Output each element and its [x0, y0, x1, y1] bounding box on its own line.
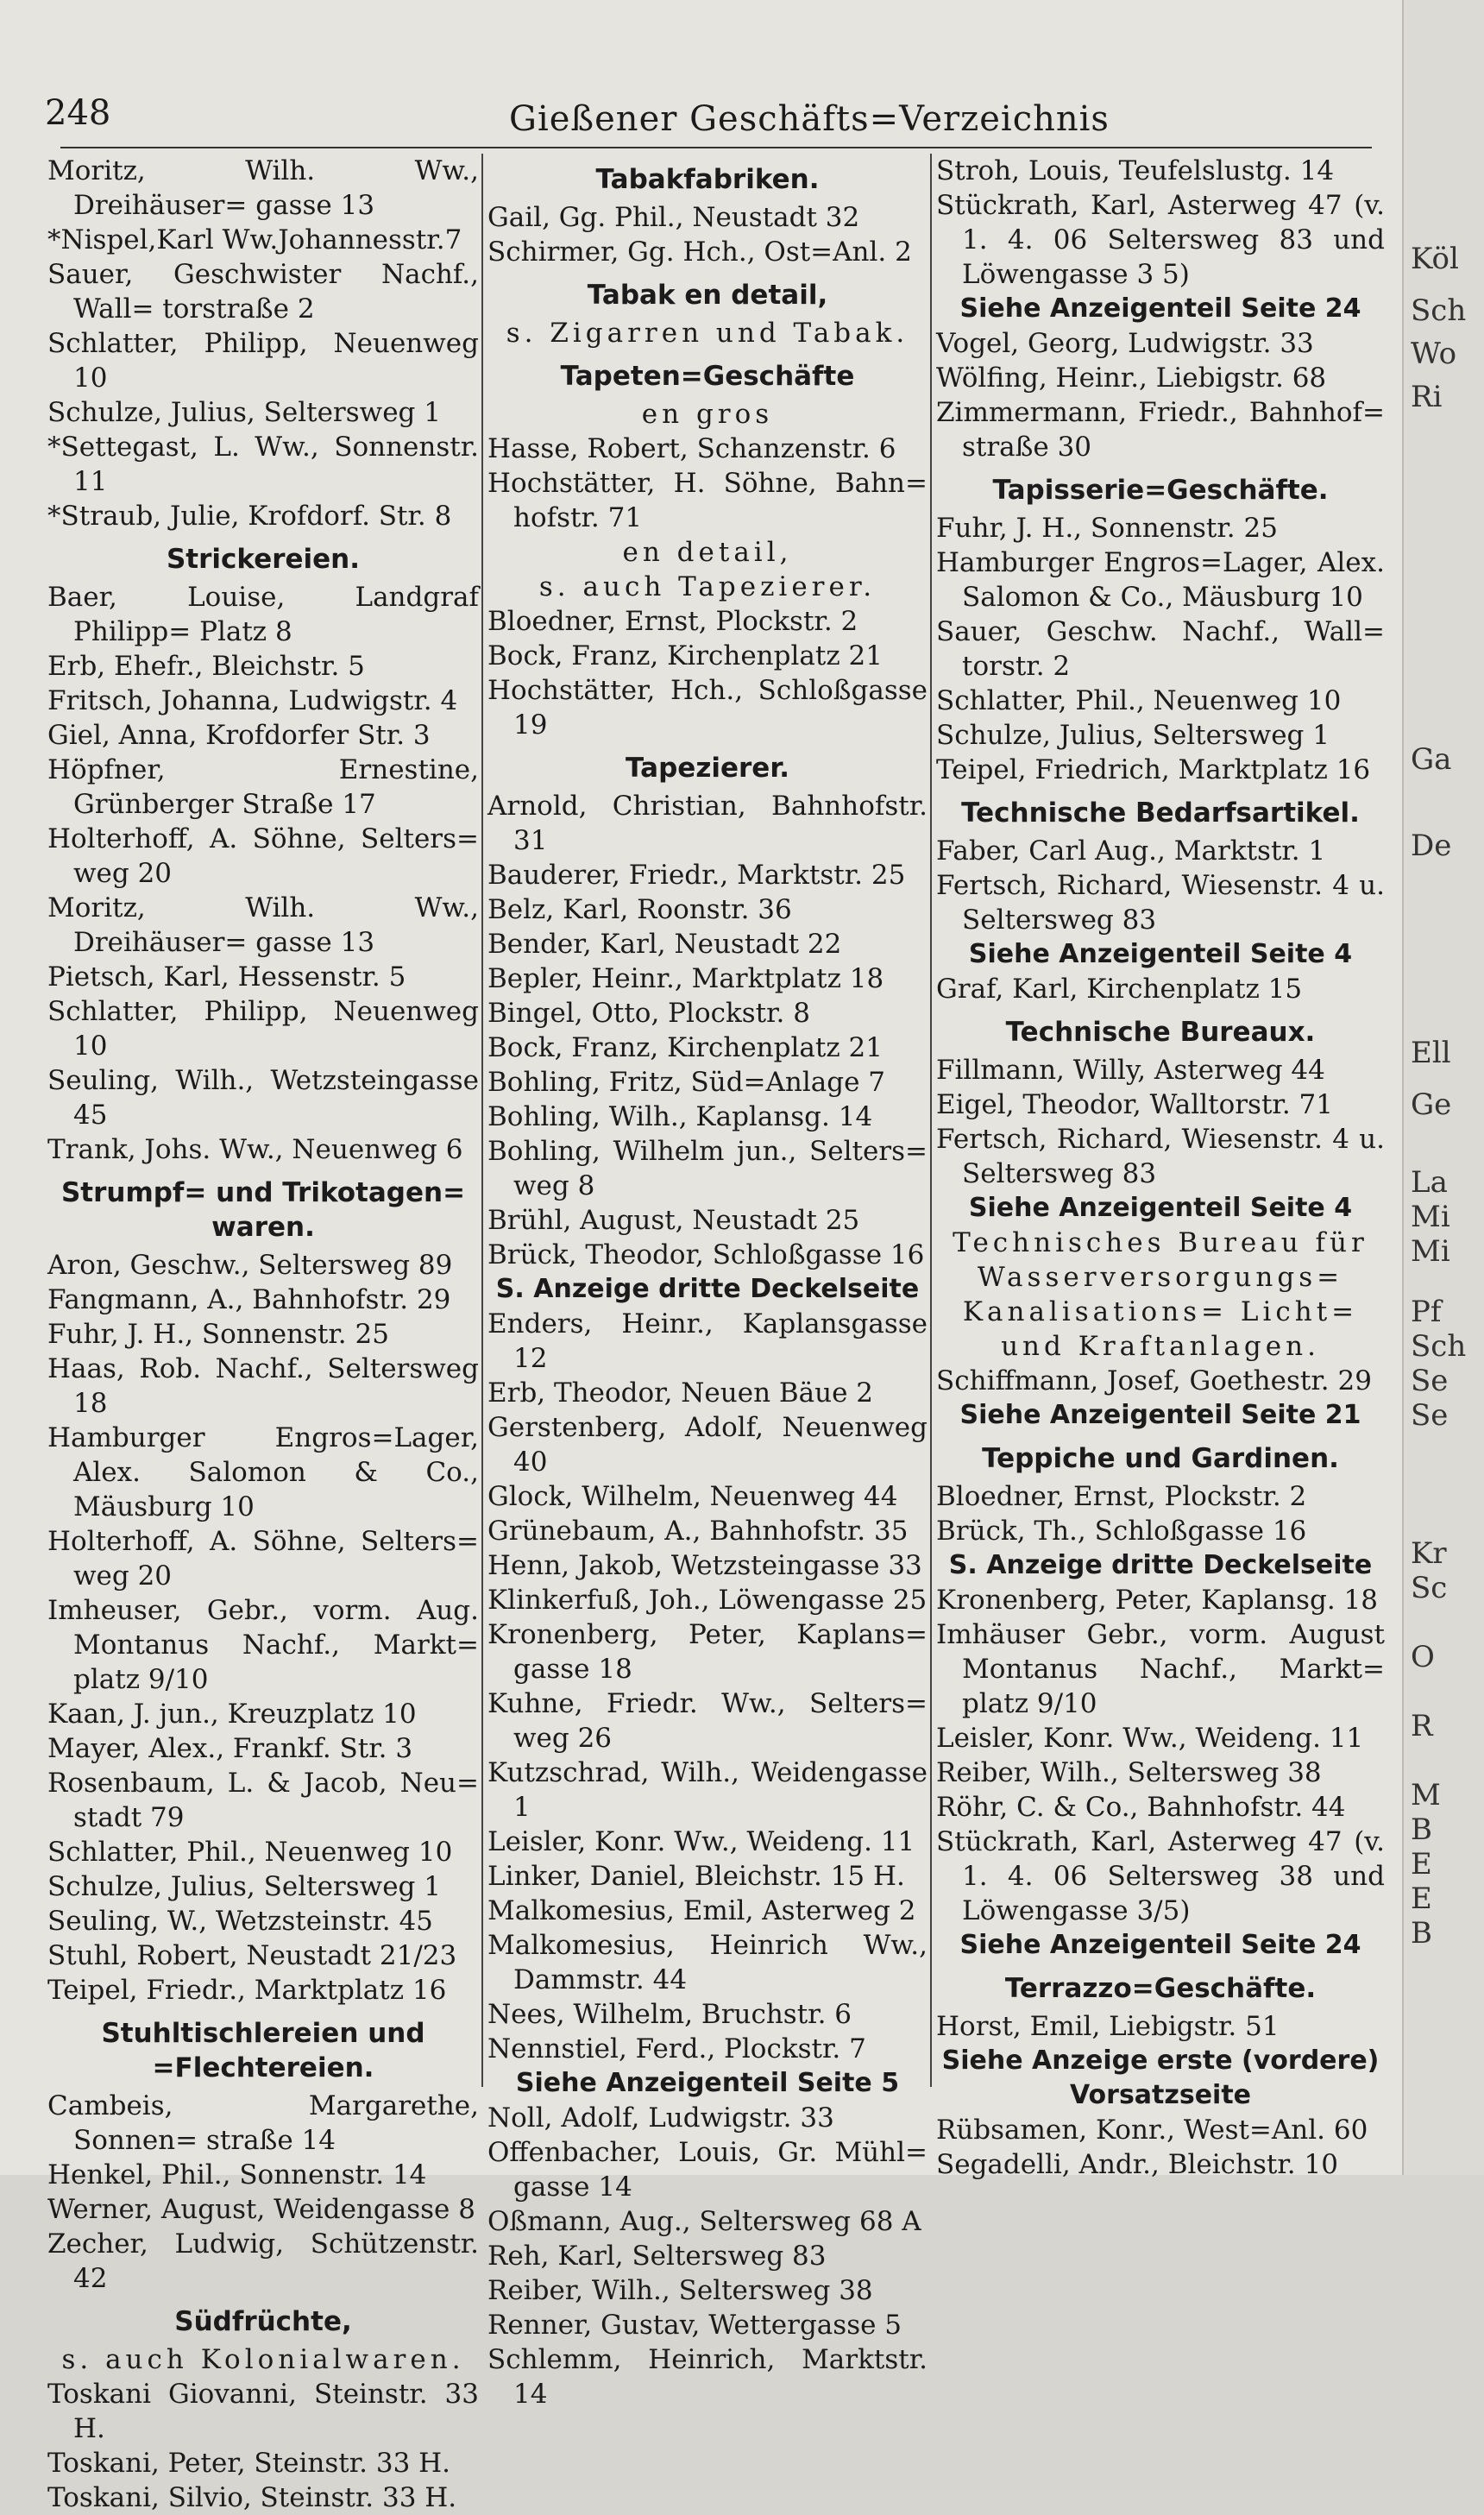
section-heading: Tapisserie=Geschäfte. [992, 475, 1329, 506]
ad-reference: Siehe Anzeigenteil Seite 21 [959, 1400, 1361, 1430]
edge-fragment: E [1411, 1847, 1432, 1882]
directory-entry: Grünebaum, A., Bahnhofstr. 35 [487, 1516, 909, 1547]
directory-entry: Fillmann, Willy, Asterweg 44 [936, 1055, 1325, 1086]
edge-fragment: R [1411, 1709, 1433, 1743]
directory-entry: Bloedner, Ernst, Plockstr. 2 [487, 606, 858, 637]
directory-entry: Henkel, Phil., Sonnenstr. 14 [47, 2159, 427, 2190]
spaced-note: en detail, [622, 537, 793, 568]
directory-entry: Baer, Louise, Landgraf Philipp= Platz 8 [47, 582, 479, 647]
directory-entry: Schirmer, Gg. Hch., Ost=Anl. 2 [487, 236, 912, 268]
directory-entry: Toskani, Silvio, Steinstr. 33 H. [47, 2482, 457, 2513]
edge-fragment: Se [1411, 1398, 1449, 1433]
directory-entry: Malkomesius, Emil, Asterweg 2 [487, 1895, 916, 1926]
column-middle [487, 154, 928, 2411]
section-heading: Tapeten=Geschäfte [560, 361, 855, 392]
directory-entry: Graf, Karl, Kirchenplatz 15 [936, 974, 1303, 1005]
directory-entry: Bauderer, Friedr., Marktstr. 25 [487, 860, 906, 891]
directory-entry: Holterhoff, A. Söhne, Selters= weg 20 [47, 1526, 479, 1592]
column-left [47, 154, 479, 2515]
directory-entry: Brück, Theodor, Schloßgasse 16 [487, 1239, 925, 1270]
directory-entry: Röhr, C. & Co., Bahnhofstr. 44 [936, 1792, 1346, 1823]
directory-entry: Fuhr, J. H., Sonnenstr. 25 [47, 1319, 389, 1350]
directory-entry: Oßmann, Aug., Seltersweg 68 A [487, 2206, 921, 2237]
directory-entry: Pietsch, Karl, Hessenstr. 5 [47, 961, 406, 993]
edge-fragment: Pf [1411, 1295, 1442, 1329]
directory-entry: Schlatter, Phil., Neuenweg 10 [47, 1837, 453, 1868]
directory-entry: Leisler, Konr. Ww., Weideng. 11 [487, 1826, 915, 1857]
directory-entry: Klinkerfuß, Joh., Löwengasse 25 [487, 1585, 928, 1616]
directory-entry: Rosenbaum, L. & Jacob, Neu= stadt 79 [47, 1768, 479, 1833]
edge-fragment: La [1411, 1165, 1448, 1200]
directory-entry: Stroh, Louis, Teufelslustg. 14 [936, 155, 1335, 186]
directory-entry: Eigel, Theodor, Walltorstr. 71 [936, 1089, 1333, 1120]
directory-entry: *Settegast, L. Ww., Sonnenstr. 11 [47, 432, 479, 497]
ad-reference: Siehe Anzeigenteil Seite 24 [959, 293, 1361, 324]
directory-entry: Imhäuser Gebr., vorm. August Montanus Nachf., Markt= platz 9/10 [936, 1619, 1385, 1719]
directory-entry: Fangmann, A., Bahnhofstr. 29 [47, 1284, 451, 1315]
section-heading: Tapezierer. [626, 753, 789, 784]
directory-entry: Faber, Carl Aug., Marktstr. 1 [936, 835, 1326, 867]
directory-entry: Schulze, Julius, Seltersweg 1 [936, 720, 1330, 751]
edge-fragment: Kr [1411, 1536, 1447, 1571]
directory-entry: Schiffmann, Josef, Goethestr. 29 [936, 1365, 1372, 1396]
edge-fragment: Sch [1411, 293, 1467, 328]
directory-entry: Stückrath, Karl, Asterweg 47 (v. 1. 4. 06 Seltersweg 83 und Löwengasse 3 5) [936, 190, 1385, 290]
section-heading: Tabakfabriken. [595, 164, 820, 195]
directory-entry: Kaan, J. jun., Kreuzplatz 10 [47, 1699, 417, 1730]
directory-entry: Kuhne, Friedr. Ww., Selters= weg 26 [487, 1688, 928, 1754]
directory-entry: Kutzschrad, Wilh., Weidengasse 1 [487, 1757, 928, 1823]
directory-entry: Bohling, Wilhelm jun., Selters= weg 8 [487, 1136, 928, 1201]
directory-entry: Schlatter, Philipp, Neuenweg 10 [47, 328, 479, 394]
directory-entry: Moritz, Wilh. Ww., Dreihäuser= gasse 13 [47, 155, 479, 221]
edge-fragment: Mi [1411, 1200, 1450, 1234]
directory-entry: Holterhoff, A. Söhne, Selters= weg 20 [47, 823, 479, 889]
directory-entry: Werner, August, Weidengasse 8 [47, 2194, 475, 2225]
edge-fragment: De [1411, 829, 1452, 863]
directory-entry: Schlatter, Phil., Neuenweg 10 [936, 685, 1342, 716]
directory-entry: Teipel, Friedrich, Marktplatz 16 [936, 754, 1371, 785]
directory-entry: Hochstätter, H. Söhne, Bahn= hofstr. 71 [487, 468, 928, 533]
directory-entry: *Nispel,Karl Ww.Johannesstr.7 [47, 224, 462, 255]
directory-entry: Fritsch, Johanna, Ludwigstr. 4 [47, 685, 458, 716]
edge-fragment: Ga [1411, 742, 1452, 777]
section-heading: Teppiche und Gardinen. [982, 1443, 1339, 1474]
directory-entry: Stuhl, Robert, Neustadt 21/23 [47, 1940, 457, 1971]
directory-entry: Seuling, W., Wetzsteinstr. 45 [47, 1906, 433, 1937]
directory-entry: Toskani, Peter, Steinstr. 33 H. [47, 2448, 451, 2479]
directory-entry: Erb, Theodor, Neuen Bäue 2 [487, 1377, 874, 1409]
directory-entry: Stückrath, Karl, Asterweg 47 (v. 1. 4. 06 Seltersweg 38 und Löwengasse 3/5) [936, 1826, 1385, 1926]
page-number: 248 [45, 93, 111, 133]
column-divider [930, 154, 932, 2087]
ad-reference: Siehe Anzeigenteil Seite 4 [968, 1193, 1353, 1223]
facing-page-edge [1402, 0, 1484, 2175]
directory-entry: Brühl, August, Neustadt 25 [487, 1205, 860, 1236]
section-heading: Strumpf= und Trikotagen= waren. [60, 1177, 466, 1243]
section-heading: Technische Bedarfsartikel. [961, 797, 1360, 829]
directory-entry: Aron, Geschw., Seltersweg 89 [47, 1250, 453, 1281]
edge-fragment: Köl [1411, 242, 1459, 276]
directory-entry: Malkomesius, Heinrich Ww., Dammstr. 44 [487, 1930, 928, 1995]
directory-entry: Nees, Wilhelm, Bruchstr. 6 [487, 1999, 852, 2030]
directory-entry: Teipel, Friedr., Marktplatz 16 [47, 1975, 447, 2006]
directory-entry: Giel, Anna, Krofdorfer Str. 3 [47, 720, 431, 751]
column-divider [481, 154, 483, 2087]
directory-entry: Hamburger Engros=Lager, Alex. Salomon & Co., Mäusburg 10 [936, 547, 1385, 613]
directory-entry: Rübsamen, Konr., West=Anl. 60 [936, 2115, 1368, 2146]
edge-fragment: Ell [1411, 1036, 1451, 1070]
spaced-note: s. auch Kolonialwaren. [61, 2344, 465, 2375]
directory-entry: Henn, Jakob, Wetzsteingasse 33 [487, 1550, 922, 1581]
directory-entry: Vogel, Georg, Ludwigstr. 33 [936, 328, 1314, 359]
directory-entry: Bock, Franz, Kirchenplatz 21 [487, 1032, 883, 1063]
section-heading: Südfrüchte, [174, 2306, 352, 2337]
directory-entry: Renner, Gustav, Wettergasse 5 [487, 2310, 902, 2341]
directory-entry: Seuling, Wilh., Wetzsteingasse 45 [47, 1065, 479, 1131]
edge-fragment: Mi [1411, 1234, 1450, 1269]
directory-entry: Mayer, Alex., Frankf. Str. 3 [47, 1733, 413, 1764]
directory-entry: Enders, Heinr., Kaplansgasse 12 [487, 1308, 928, 1374]
directory-entry: Glock, Wilhelm, Neuenweg 44 [487, 1481, 898, 1512]
directory-entry: Reh, Karl, Seltersweg 83 [487, 2241, 827, 2272]
ad-reference: Siehe Anzeige erste (vordere) Vorsatzseite [941, 2045, 1380, 2110]
directory-entry: Bender, Karl, Neustadt 22 [487, 929, 842, 960]
directory-entry: Bock, Franz, Kirchenplatz 21 [487, 640, 883, 671]
ad-reference: Siehe Anzeigenteil Seite 24 [959, 1930, 1361, 1960]
directory-entry: Belz, Karl, Roonstr. 36 [487, 894, 792, 925]
directory-entry: Leisler, Konr. Ww., Weideng. 11 [936, 1723, 1364, 1754]
directory-entry: Imheuser, Gebr., vorm. Aug. Montanus Nachf., Markt= platz 9/10 [47, 1595, 479, 1695]
ad-reference: Siehe Anzeigenteil Seite 5 [515, 2068, 900, 2098]
running-title: Gießener Geschäfts=Verzeichnis [509, 99, 1110, 139]
edge-fragment: E [1411, 1882, 1432, 1916]
directory-entry: Höpfner, Ernestine, Grünberger Straße 17 [47, 754, 479, 820]
directory-entry: Wölfing, Heinr., Liebigstr. 68 [936, 362, 1327, 394]
directory-entry: Fertsch, Richard, Wiesenstr. 4 u. Seltersweg 83 [936, 870, 1385, 936]
directory-entry: Moritz, Wilh. Ww., Dreihäuser= gasse 13 [47, 892, 479, 958]
directory-entry: Reiber, Wilh., Seltersweg 38 [936, 1757, 1322, 1788]
spaced-note: s. auch Tapezierer. [538, 571, 877, 602]
edge-fragment: Wo [1411, 337, 1457, 371]
section-heading: Terrazzo=Geschäfte. [1004, 1973, 1317, 2004]
edge-fragment: O [1411, 1640, 1435, 1674]
directory-entry: Zecher, Ludwig, Schützenstr. 42 [47, 2228, 479, 2294]
directory-entry: Gail, Gg. Phil., Neustadt 32 [487, 202, 860, 233]
directory-entry: Linker, Daniel, Bleichstr. 15 H. [487, 1861, 905, 1892]
directory-entry: Arnold, Christian, Bahnhofstr. 31 [487, 791, 928, 856]
spaced-note: en gros [641, 399, 774, 430]
directory-entry: Fuhr, J. H., Sonnenstr. 25 [936, 513, 1278, 544]
edge-fragment: Ge [1411, 1087, 1452, 1122]
directory-entry: Brück, Th., Schloßgasse 16 [936, 1516, 1307, 1547]
directory-entry: Fertsch, Richard, Wiesenstr. 4 u. Seltersweg 83 [936, 1124, 1385, 1189]
section-heading: Stuhltischlereien und =Flechtereien. [101, 2018, 425, 2083]
ad-reference: S. Anzeige dritte Deckelseite [495, 1274, 920, 1304]
ad-reference: S. Anzeige dritte Deckelseite [948, 1550, 1373, 1580]
ad-reference: Siehe Anzeigenteil Seite 4 [968, 939, 1353, 969]
directory-entry: Bepler, Heinr., Marktplatz 18 [487, 963, 884, 994]
edge-fragment: B [1411, 1916, 1432, 1951]
directory-entry: Sauer, Geschw. Nachf., Wall= torstr. 2 [936, 616, 1385, 682]
directory-entry: Nennstiel, Ferd., Plockstr. 7 [487, 2033, 866, 2064]
directory-entry: Bohling, Wilh., Kaplansg. 14 [487, 1101, 873, 1132]
column-right [936, 154, 1385, 2182]
directory-entry: Zimmermann, Friedr., Bahnhof= straße 30 [936, 397, 1385, 463]
directory-entry: *Straub, Julie, Krofdorf. Str. 8 [47, 501, 452, 532]
directory-entry: Noll, Adolf, Ludwigstr. 33 [487, 2102, 834, 2134]
edge-fragment: B [1411, 1812, 1432, 1847]
directory-entry: Schulze, Julius, Seltersweg 1 [47, 397, 441, 428]
directory-entry: Reiber, Wilh., Seltersweg 38 [487, 2275, 873, 2306]
directory-entry: Hasse, Robert, Schanzenstr. 6 [487, 433, 896, 464]
edge-fragment: M [1411, 1778, 1441, 1812]
spaced-note: Technisches Bureau für Wasserversorgungs= Kanalisations= Licht= und Kraftanlagen. [953, 1227, 1368, 1362]
directory-entry: Kronenberg, Peter, Kaplansg. 18 [936, 1585, 1378, 1616]
directory-entry: Segadelli, Andr., Bleichstr. 10 [936, 2149, 1338, 2180]
directory-entry: Offenbacher, Louis, Gr. Mühl= gasse 14 [487, 2137, 928, 2203]
directory-entry: Bloedner, Ernst, Plockstr. 2 [936, 1481, 1307, 1512]
directory-entry: Trank, Johs. Ww., Neuenweg 6 [47, 1134, 463, 1165]
directory-entry: Schlatter, Philipp, Neuenweg 10 [47, 996, 479, 1062]
edge-fragment: Se [1411, 1364, 1449, 1398]
directory-entry: Schlemm, Heinrich, Marktstr. 14 [487, 2344, 928, 2410]
spaced-note: s. Zigarren und Tabak. [506, 318, 909, 349]
section-heading: Strickereien. [166, 544, 361, 575]
directory-entry: Erb, Ehefr., Bleichstr. 5 [47, 651, 365, 682]
directory-entry: Hochstätter, Hch., Schloßgasse 19 [487, 675, 928, 741]
directory-entry: Sauer, Geschwister Nachf., Wall= torstraße 2 [47, 259, 479, 325]
directory-entry: Haas, Rob. Nachf., Seltersweg 18 [47, 1353, 479, 1419]
section-heading: Technische Bureaux. [1005, 1017, 1316, 1048]
directory-entry: Kronenberg, Peter, Kaplans= gasse 18 [487, 1619, 928, 1685]
directory-entry: Horst, Emil, Liebigstr. 51 [936, 2011, 1280, 2042]
section-heading: Tabak en detail, [587, 280, 828, 311]
edge-fragment: Ri [1411, 380, 1443, 414]
edge-fragment: Sc [1411, 1571, 1448, 1605]
directory-entry: Cambeis, Margarethe, Sonnen= straße 14 [47, 2090, 479, 2156]
directory-entry: Toskani Giovanni, Steinstr. 33 H. [47, 2379, 479, 2444]
directory-entry: Gerstenberg, Adolf, Neuenweg 40 [487, 1412, 928, 1478]
header-rule [60, 147, 1372, 148]
edge-fragment: Sch [1411, 1329, 1467, 1364]
directory-entry: Schulze, Julius, Seltersweg 1 [47, 1871, 441, 1902]
directory-entry: Hamburger Engros=Lager, Alex. Salomon & Co., Mäusburg 10 [47, 1422, 479, 1522]
directory-entry: Bohling, Fritz, Süd=Anlage 7 [487, 1067, 886, 1098]
directory-entry: Bingel, Otto, Plockstr. 8 [487, 998, 810, 1029]
